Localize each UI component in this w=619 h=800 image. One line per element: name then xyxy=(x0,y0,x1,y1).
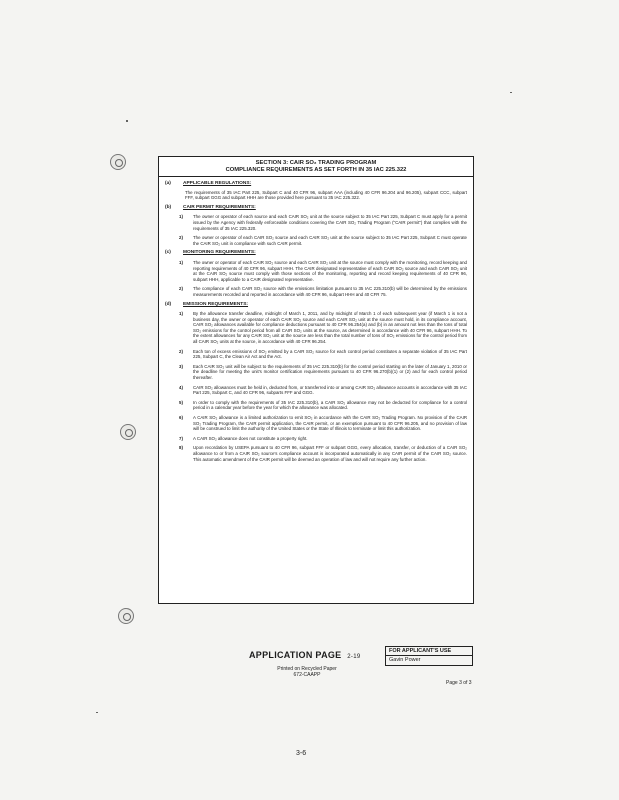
header-divider xyxy=(159,176,473,177)
speckle-2 xyxy=(510,92,512,93)
item-text: CAIR SO₂ allowances must be held in, deducted from, or transferred into or among CAIR SO₂ allowance accounts in accordance with 35 IAC Part 225, Subpart C, and 40 CFR 96, subparts FFF and GGG. xyxy=(193,384,467,396)
section-1 xyxy=(165,205,467,247)
page-of-label: Page 3 of 3 xyxy=(446,680,472,686)
application-page-label xyxy=(249,650,361,660)
section-2 xyxy=(165,250,467,297)
item-text: The owner or operator of each CAIR SO₂ source and each CAIR SO₂ unit at the source must comply with the monitoring, record keeping and reporting requirements of 40 CFR 96, subpart HHH. The CAIR designated representative of each CAIR SO₂ source and each CAIR SO₂ unit at the CAIR SO₂ source must comply with those sections of the monitoring, reporting and record keeping requirements of 40 CFR 96, subpart HHH, applicable to a CAIR designated representative. xyxy=(193,259,467,282)
section-heading xyxy=(165,205,467,211)
section-heading xyxy=(165,250,467,256)
list-item xyxy=(179,415,467,432)
printed-line-1: Printed on Recycled Paper xyxy=(277,666,337,672)
item-text: Upon recordation by USEPA pursuant to 40 CFR 96, subpart FFF or subpart GGG, every allocation, transfer, or deduction of a CAIR SO₂ allowance to or from a CAIR SO₂ source's compliance account is incorporated automatically in any CAIR permit of the CAIR SO₂ source. This automatic amendment of the CAIR permit will be deemed an operation of law and will not require any further action. xyxy=(193,445,467,462)
section-label: (c) xyxy=(165,250,171,256)
application-page-number: 2-19 xyxy=(347,654,361,660)
applicant-use-header: FOR APPLICANT'S USE xyxy=(386,647,472,656)
item-number: 8) xyxy=(179,445,183,451)
item-number: 2) xyxy=(179,235,183,241)
section-0 xyxy=(165,181,467,201)
section-title: CAIR PERMIT REQUIREMENTS: xyxy=(183,204,256,210)
item-text: A CAIR SO₂ allowance does not constitute a property right. xyxy=(193,435,308,441)
item-text: In order to comply with the requirements of 35 IAC 225.310(b), a CAIR SO₂ allowance may not be deducted for compliance for a control period in a calendar year before the year for which the allowance was allocated. xyxy=(193,399,467,411)
item-number: 7) xyxy=(179,435,183,441)
section-label: (a) xyxy=(165,181,171,186)
list-item xyxy=(179,349,467,360)
section-3 xyxy=(165,302,467,463)
section-label: (b) xyxy=(165,204,172,210)
list-item xyxy=(179,214,467,231)
list-item xyxy=(179,445,467,462)
list-item xyxy=(179,364,467,381)
section-label: (d) xyxy=(165,301,172,307)
item-text: Each ton of excess emissions of SO₂ emitted by a CAIR SO₂ source for each control period constitutes a separate violation of 35 IAC Part 225, Subpart C, the Clean Air Act and the Act. xyxy=(193,348,467,360)
section-heading xyxy=(165,181,467,187)
item-text: The compliance of each CAIR SO₂ source with the emissions limitation pursuant to 35 IAC 225.310(b) will be determined by the emissions measurements recorded and reported in accordance with 40 CFR 96, subpart HHH and 40 CFR 75. xyxy=(193,286,467,297)
item-number: 2) xyxy=(179,348,183,354)
item-text: Each CAIR SO₂ unit will be subject to the requirements of 35 IAC 225.310(b) for the control period starting on the later of January 1, 2010 or the deadline for meeting the unit's monitor certification requirements pursuant to 40 CFR 96.270(b)(1) or (2) and for each control period thereafter. xyxy=(193,363,467,381)
section-paragraph: The requirements of 35 IAC Part 225, Subpart C and 40 CFR 96, subpart AAA (including 40 CFR 96.204 and 96.205), subpart CCC, subpart FFF, subpart GGG and subpart HHH are those provided here pursuant to 35 IAC 225.322. xyxy=(185,189,467,201)
header-line-2: COMPLIANCE REQUIREMENTS AS SET FORTH IN 35 IAC 225.322 xyxy=(225,167,407,173)
list-item xyxy=(179,400,467,411)
application-page-text: APPLICATION PAGE xyxy=(249,650,342,660)
list-item xyxy=(179,260,467,282)
punch-hole-bottom xyxy=(118,608,134,624)
item-number: 6) xyxy=(179,415,183,420)
speckle-1 xyxy=(126,120,128,122)
punch-hole-top xyxy=(110,154,126,170)
list-item xyxy=(179,436,467,442)
applicant-use-box xyxy=(385,646,473,666)
punch-hole-middle xyxy=(120,424,136,440)
item-text: The owner or operator of each CAIR SO₂ source and each CAIR SO₂ unit at the source subject to 35 IAC Part 225, Subpart C must operate the CAIR SO₂ unit in compliance with such CAIR permit. xyxy=(193,235,467,246)
section-header xyxy=(159,160,473,177)
section-title: APPLICABLE REGULATIONS: xyxy=(183,181,252,186)
item-number: 2) xyxy=(179,286,183,292)
item-text: By the allowance transfer deadline, midnight of March 1, 2011, and by midnight of March 1 of each subsequent year (if March 1 is not a business day, the owner or operator of each CAIR SO₂ source and each CAIR SO₂ unit at the source must hold, in its compliance account, CAIR SO₂ allowances available for compliance deductions pursuant to 40 CFR 96.254(a) and (b) in an amount not less than the tons of total SO₂ emissions for the control period from all CAIR SO₂ units at the source, as determined in accordance with 40 CFR 96, subpart HHH. To the extent allowances for any CAIR SO₂ unit at the source are less than the total number of tons of SO₂ emissions for the control period from all CAIR SO₂ units at the source, in accordance with 40 CFR 96.254. xyxy=(193,311,467,345)
bottom-page-number: 3-6 xyxy=(296,750,307,757)
list-item xyxy=(179,385,467,396)
item-number: 4) xyxy=(179,384,183,390)
list-item xyxy=(179,311,467,345)
item-number: 1) xyxy=(179,214,183,220)
speckle-3 xyxy=(96,712,98,713)
list-item xyxy=(179,286,467,297)
item-number: 5) xyxy=(179,399,183,405)
printed-line-2: 672-CAAPP xyxy=(293,672,321,678)
applicant-use-value: Gavin Power xyxy=(389,657,421,663)
document-frame xyxy=(158,156,474,604)
item-number: 3) xyxy=(179,363,183,369)
printed-notice xyxy=(272,666,342,678)
section-heading xyxy=(165,302,467,308)
list-item xyxy=(179,235,467,246)
header-line-1: SECTION 3: CAIR SO₂ TRADING PROGRAM xyxy=(255,160,377,166)
section-title: EMISSION REQUIREMENTS: xyxy=(183,301,249,307)
item-text: A CAIR SO₂ allowance is a limited authorization to emit SO₂ in accordance with the CAIR SO₂ Trading Program. No provision of the CAIR SO₂ Trading Program, the CAIR permit application, the CAIR permit, or an exemption pursuant to 40 CFR 96.205, and no provision of law will be construed to limit the authority of the United States or the State of Illinois to terminate or limit this authorization. xyxy=(193,415,467,432)
sections-container xyxy=(159,181,473,462)
item-number: 1) xyxy=(179,259,183,265)
section-title: MONITORING REQUIREMENTS: xyxy=(183,250,256,256)
item-text: The owner or operator of each source and each CAIR SO₂ unit at the source subject to 35 IAC Part 225, Subpart C must apply for a permit issued by the Agency with federally enforceable conditions covering the CAIR SO₂ Trading Program ("CAIR permit") that complies with the requirements of 35 IAC 225.320. xyxy=(193,214,467,231)
item-number: 1) xyxy=(179,311,183,317)
